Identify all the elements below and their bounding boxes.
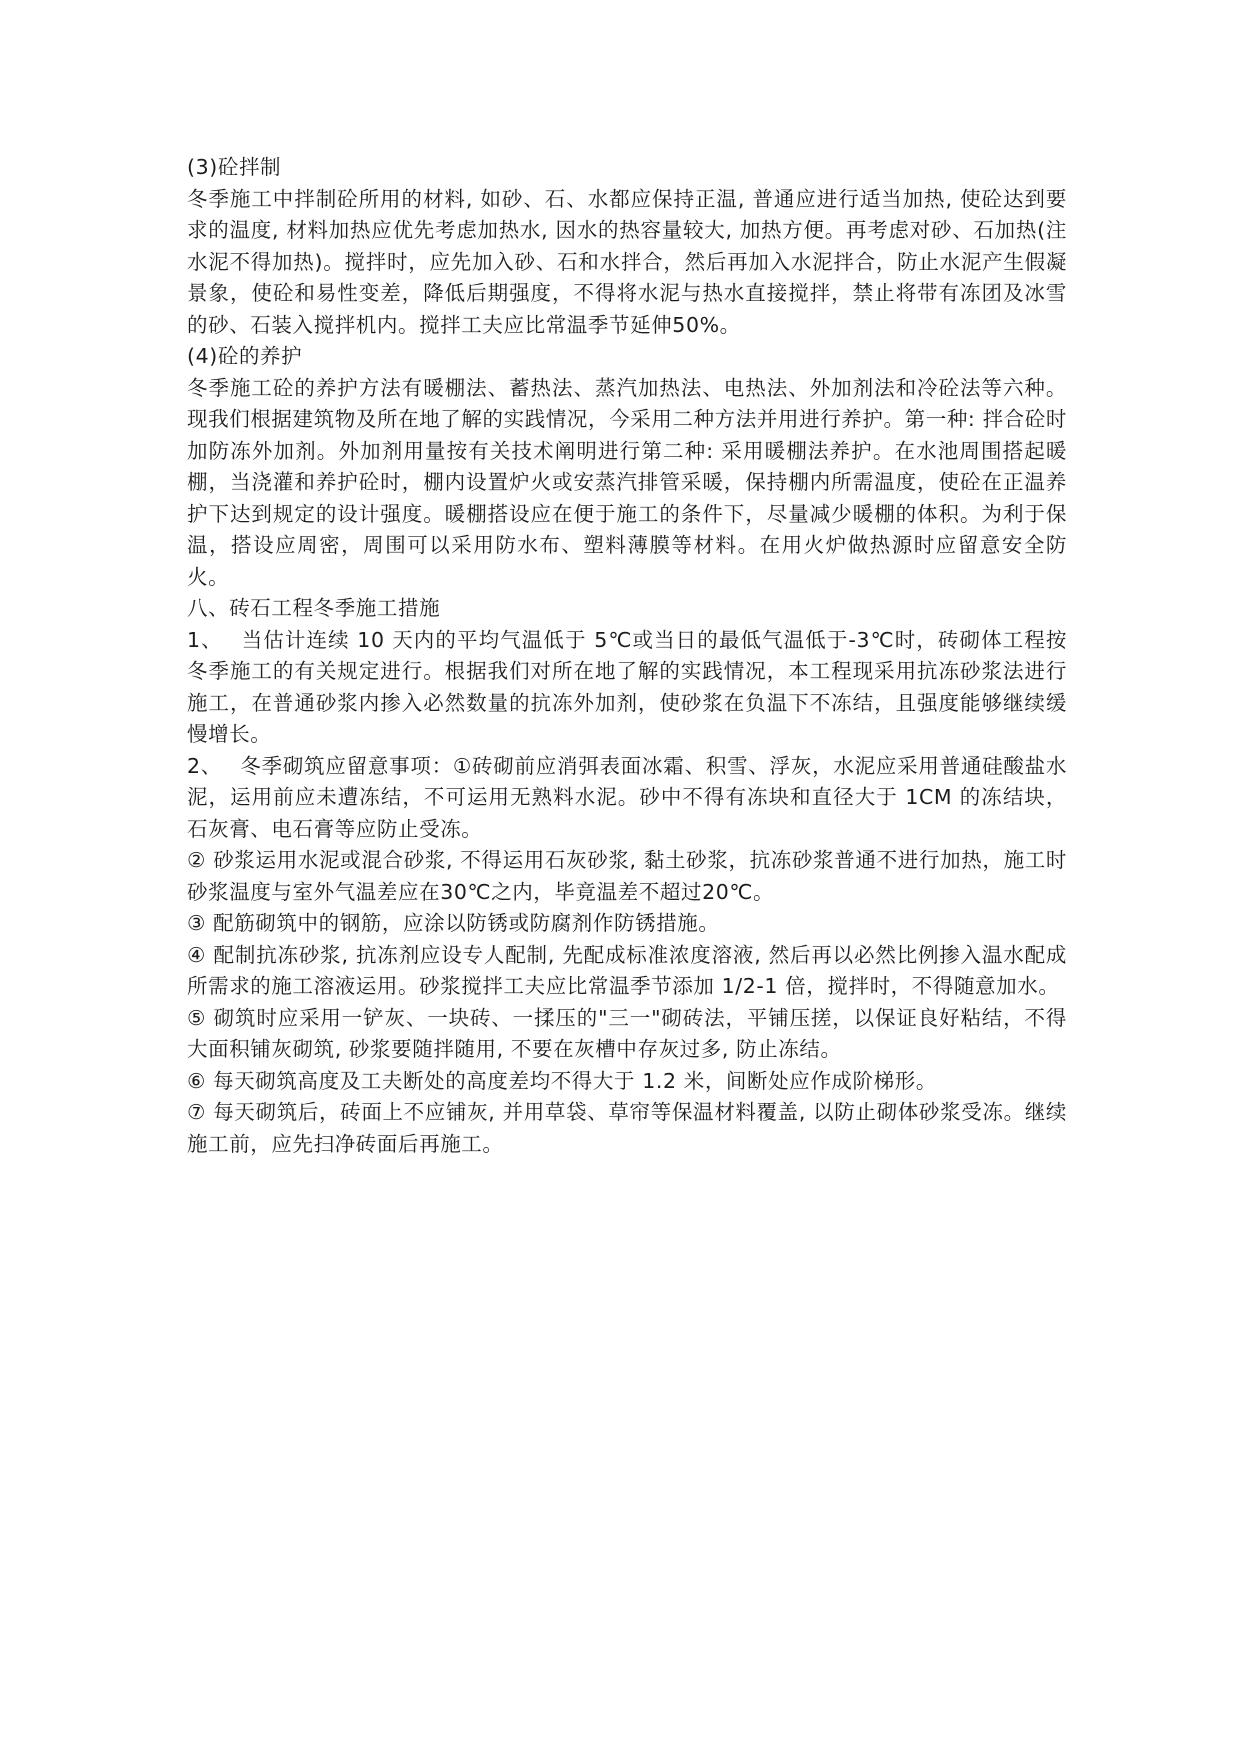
section-heading-concrete-curing: (4)砼的养护 (187, 344, 303, 368)
document-body (187, 152, 1067, 1160)
section-heading-concrete-mixing: (3)砼拌制 (187, 155, 282, 179)
paragraph-note-2: ② 砂浆运用水泥或混合砂浆, 不得运用石灰砂浆, 黏土砂浆，抗冻砂浆普通不进行加热，施工时砂浆温度与室外气温差应在30℃之内，毕竟温差不超过20℃。 (187, 848, 1067, 904)
paragraph-note-6: ⑥ 每天砌筑高度及工夫断处的高度差均不得大于 1.2 米，间断处应作成阶梯形。 (187, 1068, 937, 1093)
paragraph-item-2: 2、 冬季砌筑应留意事项：①砖砌前应消弭表面冰霜、积雪、浮灰，水泥应采用普通硅酸盐水泥，运用前应未遭冻结，不可运用无熟料水泥。砂中不得有冻块和直径大于 1CM 的冻结块，石灰膏、电石膏等应防止受冻。 (187, 753, 1067, 841)
paragraph-note-3: ③ 配筋砌筑中的钢筋，应涂以防锈或防腐剂作防锈措施。 (187, 911, 720, 935)
section-heading-masonry-winter: 八、砖石工程冬季施工措施 (187, 596, 441, 620)
paragraph-concrete-mixing: 冬季施工中拌制砼所用的材料, 如砂、石、水都应保持正温, 普通应进行适当加热, 使砼达到要求的温度, 材料加热应优先考虑加热水, 因水的热容量较大, 加热方便。再考虑对砂、石加热(注水泥不得加热)。搅拌时，应先加入砂、石和水拌合，然后再加入水泥拌合，防止水泥产生假凝景象，使砼和易性变差，降低后期强度，不得将水泥与热水直接搅拌，禁止将带有冻团及冰雪的砂、石装入搅拌机内。搅拌工夫应比常温季节延伸50%。 (187, 186, 1067, 337)
paragraph-item-1: 1、 当估计连续 10 天内的平均气温低于 5℃或当日的最低气温低于-3℃时，砖砌体工程按冬季施工的有关规定进行。根据我们对所在地了解的实践情况，本工程现采用抗冻砂浆法进行施工，在普通砂浆内掺入必然数量的抗冻外加剂，使砂浆在负温下不冻结，且强度能够继续缓慢增长。 (187, 627, 1067, 746)
paragraph-note-4: ④ 配制抗冻砂浆, 抗冻剂应设专人配制, 先配成标准浓度溶液, 然后再以必然比例掺入温水配成所需求的施工溶液运用。砂浆搅拌工夫应比常温季节添加 1/2-1 倍，搅拌时，不得随意加水。 (187, 942, 1067, 998)
paragraph-note-7: ⑦ 每天砌筑后，砖面上不应铺灰, 并用草袋、草帘等保温材料覆盖, 以防止砌体砂浆受冻。继续施工前，应先扫净砖面后再施工。 (187, 1100, 1067, 1156)
paragraph-note-5: ⑤ 砌筑时应采用一铲灰、一块砖、一揉压的"三一"砌砖法，平铺压搓，以保证良好粘结，不得大面积铺灰砌筑, 砂浆要随拌随用, 不要在灰槽中存灰过多, 防止冻结。 (187, 1005, 1067, 1061)
paragraph-concrete-curing: 冬季施工砼的养护方法有暖棚法、蓄热法、蒸汽加热法、电热法、外加剂法和冷砼法等六种。现我们根据建筑物及所在地了解的实践情况，今采用二种方法并用进行养护。第一种: 拌合砼时加防冻外加剂。外加剂用量按有关技术阐明进行第二种: 采用暖棚法养护。在水池周围搭起暖棚，当浇灌和养护砼时，棚内设置炉火或安蒸汽排管采暖，保持棚内所需温度，使砼在正温养护下达到规定的设计强度。暖棚搭设应在便于施工的条件下，尽量减少暖棚的体积。为利于保温，搭设应周密，周围可以采用防水布、塑料薄膜等材料。在用火炉做热源时应留意安全防火。 (187, 375, 1067, 589)
